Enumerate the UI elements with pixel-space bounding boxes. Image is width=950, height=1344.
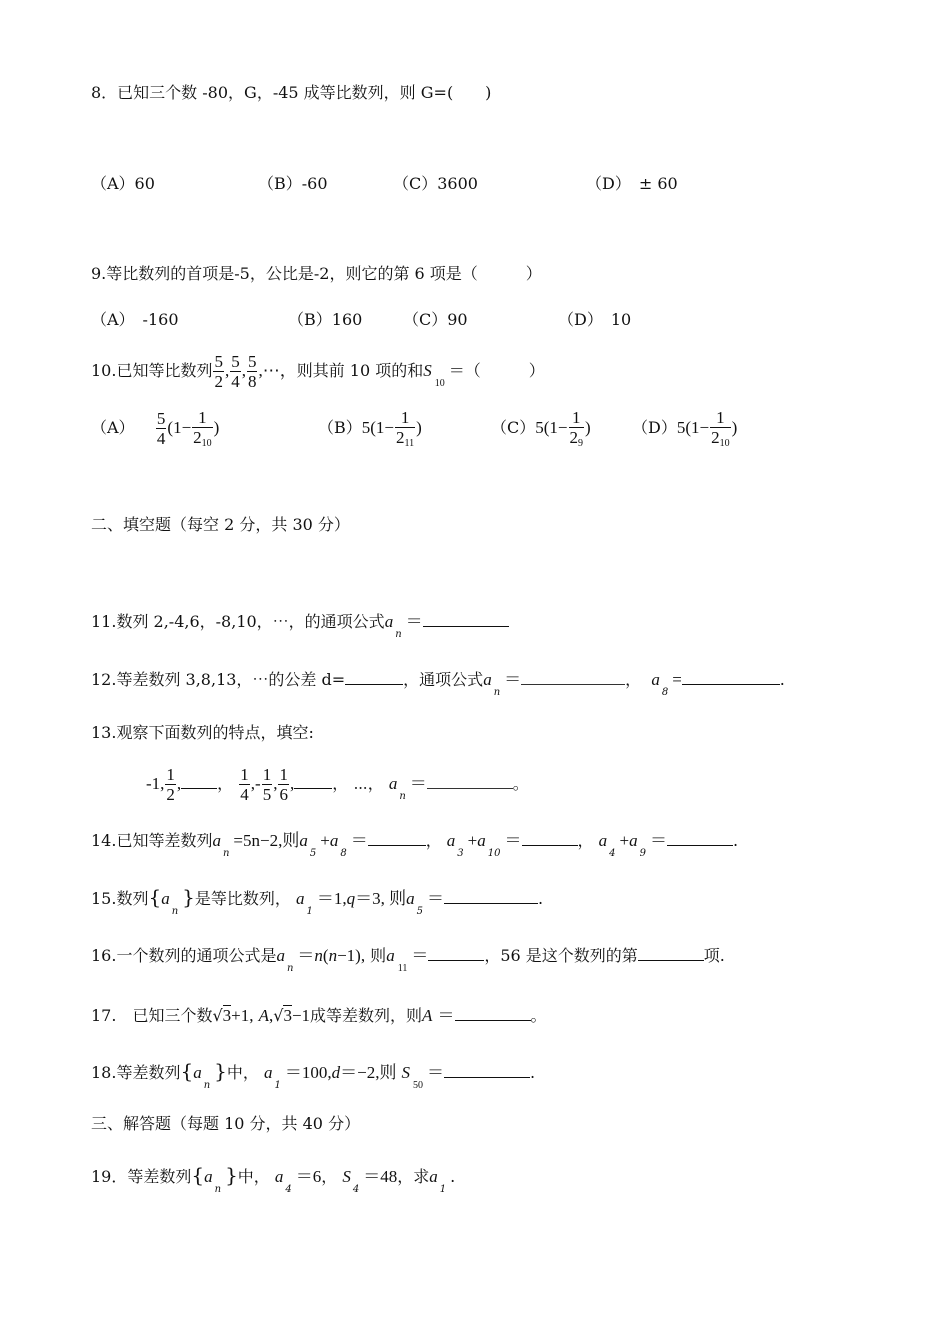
- q17-answer-blank[interactable]: [455, 1004, 531, 1021]
- question-9-stem: 9.等比数列的首项是-5，公比是-2，则它的第 6 项是（ ）: [91, 264, 542, 283]
- q12-d-blank[interactable]: [345, 668, 403, 685]
- question-8-option-c: （C）3600: [393, 174, 478, 193]
- question-10-option-a: （A） $\frac{5}{4}$ (1− $\frac{1}{210}$ ): [91, 407, 220, 449]
- question-11: 11.数列 2,-4,6，-8,10，⋯，的通项公式$a_n=$: [91, 610, 509, 636]
- question-13-stem: 13.观察下面数列的特点，填空:: [91, 723, 314, 742]
- q18-answer-blank[interactable]: [444, 1061, 530, 1078]
- question-19: 19．等差数列$\{a_n\}$中， $a_4=6$， $S_4=48$，求$a_1$.: [91, 1163, 456, 1195]
- question-9-option-c: （C）90: [403, 310, 468, 329]
- question-10-option-c: （C）5(1− $\frac{1}{29}$ ): [491, 407, 591, 449]
- q16-blank-2[interactable]: [638, 944, 704, 961]
- question-12: 12.等差数列 3,8,13，⋯的公差 d= ，通项公式$a_n=$ ， $a_8=$ .: [91, 670, 785, 698]
- q16-blank-1[interactable]: [428, 944, 484, 961]
- q12-a8-blank[interactable]: [682, 668, 780, 685]
- question-14: 14.已知等差数列$a_n=5n-2$,则$a_5+a_8=$ ， $a_3+a_{10}=$ ， $a_4+a_9=$ .: [91, 831, 739, 859]
- question-10-stem: 10.已知等比数列 $\frac{5}{2}$ , $\frac{5}{4}$ , $\frac{5}{8}$ ,⋯，则其前 10 项的和$S_{10}=$（ ）: [91, 352, 545, 391]
- question-10-option-d: （D）5(1− $\frac{1}{210}$ ): [632, 407, 738, 449]
- question-15: 15.数列$\{a_n\}$是等比数列， $a_1=1,q=3$, 则$a_5=$ .: [91, 885, 544, 917]
- q13-blank-2[interactable]: [294, 772, 332, 789]
- question-16: 16.一个数列的通项公式是$a_n=n(n-1)$, 则$a_{11}=$ ，56 是这个数列的第 项.: [91, 946, 725, 974]
- question-10-option-b: （B）5(1− $\frac{1}{211}$ ): [318, 407, 422, 449]
- question-18: 18.等差数列$\{a_n\}$中， $a_1=100,d=-2$,则 $S_{50}=$ .: [91, 1059, 536, 1091]
- q10-prefix: 10.已知等比数列: [91, 361, 213, 380]
- question-8-option-d: （D） ± 60: [586, 174, 678, 193]
- question-9-option-d: （D） 10: [558, 310, 632, 329]
- question-8-option-b: （B）-60: [258, 174, 328, 193]
- q10-fraction-1: $\frac{5}{2}$: [214, 352, 223, 391]
- question-8-stem: 8．已知三个数 -80，G，-45 成等比数列，则 G=( ): [91, 83, 492, 102]
- question-9-option-b: （B）160: [288, 310, 363, 329]
- q10-fraction-2: $\frac{5}{4}$: [231, 352, 240, 391]
- section-2-heading: 二、填空题（每空 2 分，共 30 分）: [91, 515, 350, 534]
- question-13-sequence: -1, $\frac{1}{2}$ , ， $\frac{1}{4}$ ,- $\frac{1}{5}$ , $\frac{1}{6}$ , ， ⋯， $a_n=$ 。: [146, 765, 529, 804]
- q10-sum-symbol: S: [423, 361, 432, 380]
- q12-formula-blank[interactable]: [521, 668, 625, 685]
- q14-blank-3[interactable]: [667, 829, 733, 846]
- q14-blank-1[interactable]: [368, 829, 426, 846]
- q13-blank-1[interactable]: [181, 772, 217, 789]
- question-9-option-a: （A） -160: [91, 310, 179, 329]
- section-3-heading: 三、解答题（每题 10 分，共 40 分）: [91, 1114, 361, 1133]
- q14-blank-2[interactable]: [522, 829, 578, 846]
- question-8-option-a: （A）60: [91, 174, 155, 193]
- question-17: 17. 已知三个数√3+1, A,√3−1成等差数列，则A ＝ 。: [91, 1006, 547, 1025]
- q15-answer-blank[interactable]: [444, 887, 538, 904]
- q10-fraction-3: $\frac{5}{8}$: [247, 352, 257, 391]
- q11-answer-blank[interactable]: [423, 610, 509, 627]
- q13-an-blank[interactable]: [427, 772, 513, 789]
